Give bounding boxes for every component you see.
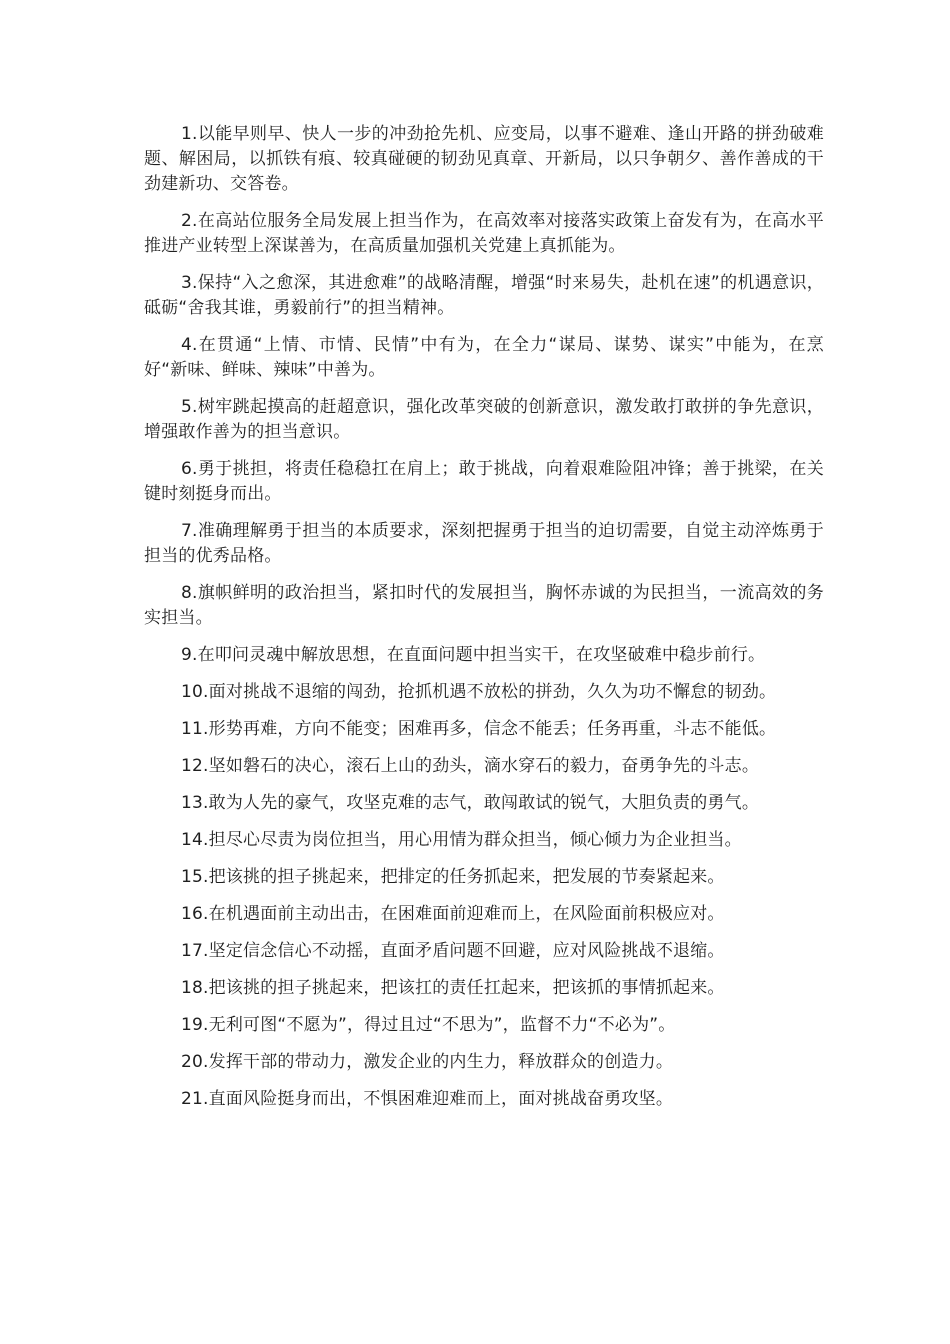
list-item: 8.旗帜鲜明的政治担当，紧扣时代的发展担当，胸怀赤诚的为民担当，一流高效的务实担当。 <box>144 583 824 628</box>
list-item: 19.无利可图“不愿为”，得过且过“不思为”，监督不力“不必为”。 <box>181 1015 676 1035</box>
list-item: 11.形势再难，方向不能变；困难再多，信念不能丢；任务再重，斗志不能低。 <box>181 719 777 739</box>
list-item: 17.坚定信念信心不动摇，直面矛盾问题不回避，应对风险挑战不退缩。 <box>181 941 725 961</box>
list-item: 5.树牢跳起摸高的赶超意识，强化改革突破的创新意识，激发敢打敢拼的争先意识，增强敢作善为的担当意识。 <box>144 397 824 442</box>
list-item: 18.把该挑的担子挑起来，把该扛的责任扛起来，把该抓的事情抓起来。 <box>181 978 725 998</box>
list-item: 10.面对挑战不退缩的闯劲，抢抓机遇不放松的拼劲，久久为功不懈怠的韧劲。 <box>181 682 777 702</box>
list-item: 13.敢为人先的豪气，攻坚克难的志气，敢闯敢试的锐气，大胆负责的勇气。 <box>181 793 760 813</box>
list-item: 9.在叩问灵魂中解放思想，在直面问题中担当实干，在攻坚破难中稳步前行。 <box>181 645 766 665</box>
list-item: 21.直面风险挺身而出，不惧困难迎难而上，面对挑战奋勇攻坚。 <box>181 1089 674 1109</box>
list-item: 12.坚如磐石的决心，滚石上山的劲头，滴水穿石的毅力，奋勇争先的斗志。 <box>181 756 760 776</box>
list-item: 20.发挥干部的带动力，激发企业的内生力，释放群众的创造力。 <box>181 1052 674 1072</box>
list-item: 16.在机遇面前主动出击，在困难面前迎难而上，在风险面前积极应对。 <box>181 904 725 924</box>
list-item: 7.准确理解勇于担当的本质要求，深刻把握勇于担当的迫切需要，自觉主动淬炼勇于担当的优秀品格。 <box>144 521 824 566</box>
document-body <box>144 122 824 1124</box>
list-item: 15.把该挑的担子挑起来，把排定的任务抓起来，把发展的节奏紧起来。 <box>181 867 725 887</box>
list-item: 6.勇于挑担，将责任稳稳扛在肩上；敢于挑战，向着艰难险阻冲锋；善于挑梁，在关键时刻挺身而出。 <box>144 459 824 504</box>
list-item: 1.以能早则早、快人一步的冲劲抢先机、应变局，以事不避难、逢山开路的拼劲破难题、解困局，以抓铁有痕、较真碰硬的韧劲见真章、开新局，以只争朝夕、善作善成的干劲建新功、交答卷。 <box>144 124 824 194</box>
list-item: 3.保持“入之愈深，其进愈难”的战略清醒，增强“时来易失，赴机在速”的机遇意识，砥砺“舍我其谁，勇毅前行”的担当精神。 <box>144 273 824 318</box>
list-item: 2.在高站位服务全局发展上担当作为，在高效率对接落实政策上奋发有为，在高水平推进产业转型上深谋善为，在高质量加强机关党建上真抓能为。 <box>144 211 824 256</box>
list-item: 14.担尽心尽责为岗位担当，用心用情为群众担当，倾心倾力为企业担当。 <box>181 830 742 850</box>
list-item: 4.在贯通“上情、市情、民情”中有为，在全力“谋局、谋势、谋实”中能为，在烹好“新味、鲜味、辣味”中善为。 <box>144 335 824 380</box>
